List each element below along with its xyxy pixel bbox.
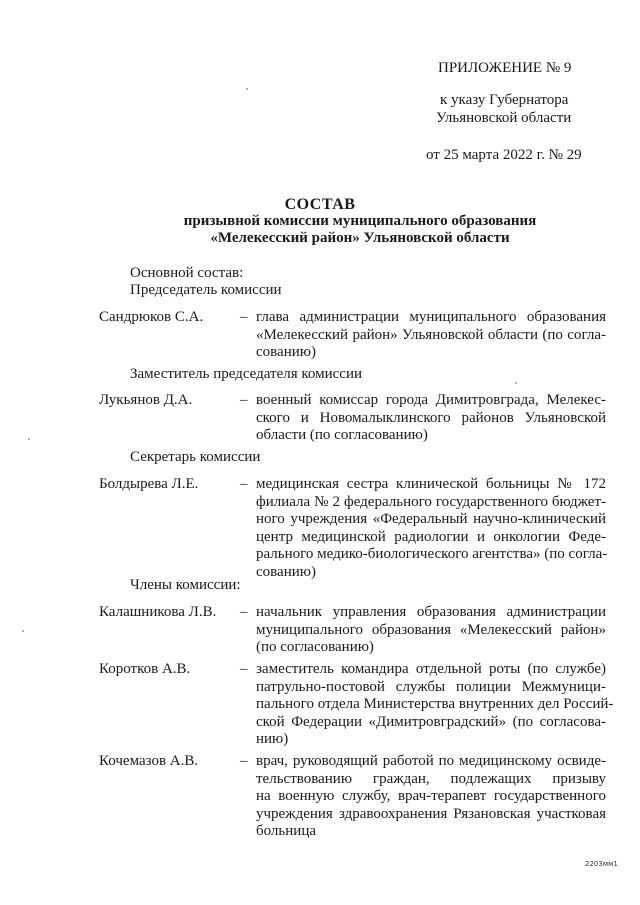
- position-line: учреждения здравоохранения Рязановская участковая: [256, 805, 606, 822]
- section-main-composition: Основной состав:: [130, 265, 244, 281]
- position-line: муниципального образования «Мелекесский район»: [256, 621, 606, 638]
- decree-date: от 25 марта 2022 г. № 29: [426, 147, 582, 163]
- position-line: сованию): [256, 344, 316, 360]
- position-line: тельствованию граждан, подлежащих призыву: [256, 770, 606, 787]
- section-secretary: Секретарь комиссии: [130, 449, 261, 465]
- scan-speck: [28, 438, 30, 440]
- section-members: Члены комиссии:: [130, 577, 241, 593]
- member-name: Лукьянов Д.А.: [99, 392, 193, 408]
- member-name: Кочемазов А.В.: [99, 753, 199, 769]
- member-position: [256, 661, 614, 749]
- dash-separator: –: [240, 753, 248, 769]
- position-line: рального медико-биологического агентства» (по согла-: [256, 546, 608, 562]
- decree-reference-line2: Ульяновской области: [436, 110, 572, 126]
- member-name: Коротков А.В.: [99, 661, 191, 677]
- position-line: глава администрации муниципального образования: [256, 309, 606, 325]
- dash-separator: –: [240, 661, 248, 677]
- document-code: 2203мм1: [585, 860, 618, 868]
- position-line: сованию): [256, 563, 316, 580]
- scan-speck: [22, 630, 24, 632]
- dash-separator: –: [240, 604, 248, 620]
- member-name: Сандрюков С.А.: [99, 309, 204, 325]
- position-line: центр медицинской радиологии и онкологии Феде-: [256, 528, 606, 545]
- position-line: нию): [256, 731, 289, 747]
- scan-speck: [246, 88, 248, 90]
- position-line: «Мелекесский район» Ульяновской области (по согла-: [256, 326, 606, 343]
- position-line: филиала № 2 федерального государственного бюджет-: [256, 493, 606, 510]
- position-line: медицинская сестра клинической больницы № 172: [256, 476, 606, 492]
- appendix-number: ПРИЛОЖЕНИЕ № 9: [438, 60, 572, 76]
- document-title: СОСТАВ: [284, 196, 356, 213]
- position-line: больница: [256, 823, 316, 839]
- position-line: пального отдела Министерства внутренних дел Россий-: [256, 696, 614, 712]
- document-subtitle-line1: призывной комиссии муниципального образования: [183, 213, 537, 229]
- position-line: ного учреждения «Федеральный научно-клинический: [256, 511, 606, 527]
- document-subtitle-line2: «Мелекесский район» Ульяновской области: [210, 230, 510, 246]
- position-line: (по согласованию): [256, 639, 374, 655]
- member-position: [256, 392, 606, 445]
- member-position: [256, 753, 606, 841]
- member-position: [256, 604, 606, 657]
- position-line: заместитель командира отдельной роты (по службе): [256, 661, 606, 677]
- dash-separator: –: [240, 309, 248, 325]
- position-line: военный комиссар города Димитровграда, Мелекес-: [256, 392, 606, 408]
- dash-separator: –: [240, 476, 248, 492]
- position-line: начальник управления образования администрации: [256, 604, 606, 620]
- section-chairman: Председатель комиссии: [130, 282, 282, 298]
- member-position: [256, 309, 606, 362]
- member-position: [256, 476, 606, 581]
- position-line: ского и Новомалыклинского районов Ульяновской: [256, 409, 606, 426]
- position-line: области (по согласованию): [256, 427, 428, 443]
- dash-separator: –: [240, 392, 248, 408]
- position-line: на военную службу, врач-терапевт государственного: [256, 788, 606, 804]
- position-line: врач, руководящий работой по медицинскому освиде-: [256, 753, 606, 769]
- section-deputy: Заместитель председателя комиссии: [130, 366, 363, 382]
- position-line: ской Федерации «Димитровградский» (по согласова-: [256, 713, 606, 730]
- member-name: Болдырева Л.Е.: [99, 476, 199, 492]
- member-name: Калашникова Л.В.: [99, 604, 217, 620]
- decree-reference-line1: к указу Губернатора: [440, 92, 569, 108]
- position-line: патрульно-постовой службы полиции Межмуници-: [256, 678, 606, 695]
- scan-speck: [515, 382, 517, 384]
